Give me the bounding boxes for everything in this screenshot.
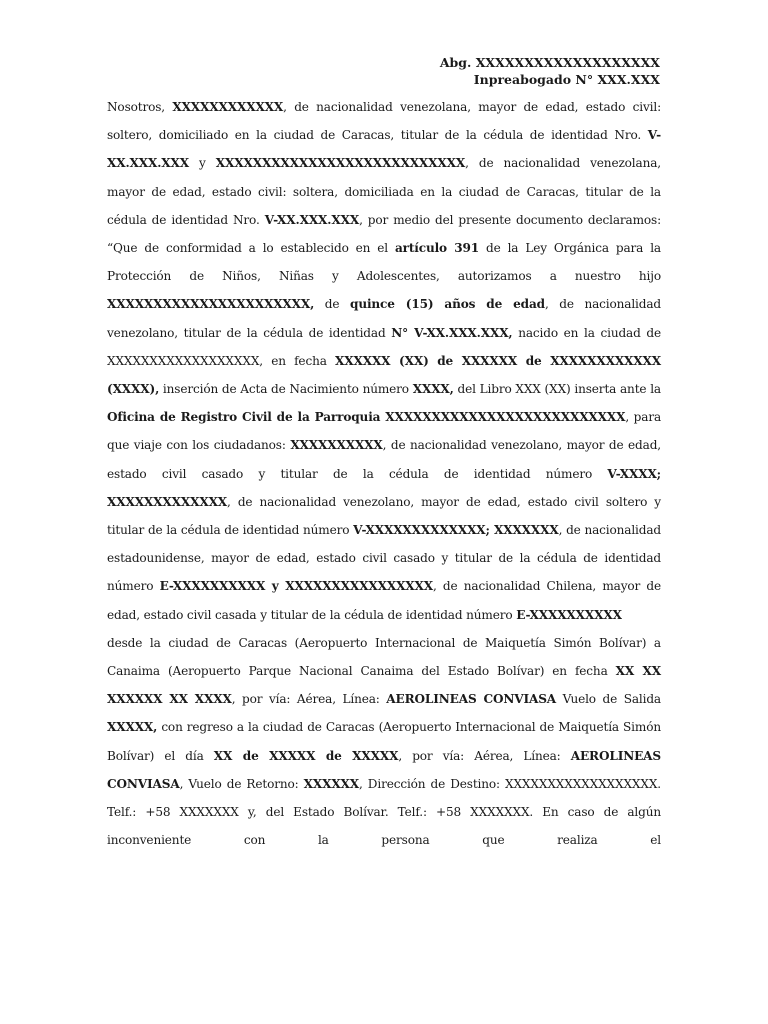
- text-run: , por vía: Aérea, Línea:: [231, 692, 387, 707]
- text-run: nacido en la ciudad de XXXXXXXXXXXXXXXXXX, en fecha: [107, 325, 661, 368]
- text-run: , de nacionalidad venezolano, mayor de edad, estado civil casado y titular de la cédula de identidad número: [107, 438, 661, 481]
- text-run: , por medio del presente documento declaramos: “Que de conformidad a lo establecido en el: [107, 212, 661, 256]
- text-run: , de nacionalidad venezolana, mayor de edad, estado civil: soltera, domiciliada en la ciudad de Caracas, titular de la cédula de identidad Nro.: [107, 156, 661, 227]
- bold-run: XXXXXXXXXXXXXXXXXXXXXX,: [107, 297, 315, 312]
- text-run: inserción de Acta de Nacimiento número: [159, 382, 413, 397]
- bold-run: XXXX,: [412, 382, 454, 397]
- document-body: [107, 93, 661, 854]
- bold-run: AEROLINEAS CONVIASA: [107, 748, 661, 791]
- text-run: del Libro XXX (XX) inserta ante la: [453, 382, 661, 397]
- letterhead: [440, 54, 660, 88]
- text-run: , por vía: Aérea, Línea:: [398, 748, 571, 763]
- text-run: con regreso a la ciudad de Caracas (Aeropuerto Internacional de Maiquetía Simón Bolívar) el día: [107, 720, 661, 763]
- bold-run: V-XX.XXX.XXX: [107, 128, 661, 171]
- text-run: Vuelo de Salida: [556, 692, 661, 707]
- text-run: de la Ley Orgánica para la Protección de Niños, Niñas y Adolescentes, autorizamos a nuestro hijo: [107, 241, 661, 284]
- bold-run: V-XX.XXX.XXX: [264, 212, 360, 227]
- bold-run: E-XXXXXXXXXX: [516, 607, 622, 622]
- lawyer-name: Abg. XXXXXXXXXXXXXXXXXXX: [439, 55, 660, 70]
- bold-run: XX XX XXXXXX XX XXXX: [107, 664, 661, 707]
- text-run: Nosotros,: [107, 100, 173, 114]
- bold-run: E-XXXXXXXXXX y XXXXXXXXXXXXXXXX: [159, 579, 434, 594]
- bold-run: V-XXXXXXXXXXXXX; XXXXXXX: [353, 523, 559, 538]
- text-run: desde la ciudad de Caracas (Aeropuerto Internacional de Maiquetía Simón Bolívar) a Canaima (Aeropuerto Parque Nacional Canaima del Estado Bolívar) en fecha: [107, 635, 661, 679]
- text-run: , de nacionalidad venezolano, titular de la cédula de identidad: [107, 297, 661, 340]
- text-run: , de nacionalidad venezolano, mayor de edad, estado civil soltero y titular de la cédula de identidad número: [107, 494, 661, 538]
- bold-run: XXXXXXXXXX: [290, 438, 383, 453]
- bold-run: artículo 391: [394, 241, 480, 256]
- text-run: , Vuelo de Retorno:: [179, 776, 304, 791]
- bold-run: XXXXXX: [303, 776, 360, 791]
- bold-run: XXXXX,: [107, 720, 158, 735]
- text-run: y: [189, 156, 216, 171]
- bold-run: XX de XXXXX de XXXXX: [213, 748, 399, 763]
- bold-run: AEROLINEAS CONVIASA: [386, 692, 557, 707]
- paragraph-travel-details: [107, 629, 661, 855]
- bold-run: V-XXXX; XXXXXXXXXXXXX: [107, 466, 661, 509]
- text-run: , para que viaje con los ciudadanos:: [107, 410, 662, 453]
- paragraph-authorization: [107, 93, 661, 629]
- text-run: , de nacionalidad estadounidense, mayor de edad, estado civil casado y titular de la cédula de identidad número: [107, 523, 661, 594]
- bold-run: XXXXXXXXXXXXXXXXXXXXXXXXXXX: [215, 156, 466, 171]
- bold-run: XXXXXXXXXXXX: [172, 100, 284, 114]
- text-run: de: [314, 297, 351, 312]
- bold-run: Oficina de Registro Civil de la Parroquia XXXXXXXXXXXXXXXXXXXXXXXXXX: [107, 410, 626, 425]
- text-run: , de nacionalidad Chilena, mayor de edad, estado civil casada y titular de la cédula de identidad número: [107, 579, 661, 622]
- text-run: , de nacionalidad venezolana, mayor de edad, estado civil: soltero, domiciliado en la ciudad de Caracas, titular de la cédula de identidad Nro.: [107, 100, 662, 143]
- inpreabogado-number: Inpreabogado N° XXX.XXX: [473, 72, 660, 87]
- bold-run: N° V-XX.XXX.XXX,: [391, 325, 513, 340]
- bold-run: XXXXXX (XX) de XXXXXX de XXXXXXXXXXXX (XXXX),: [107, 353, 661, 397]
- text-run: , Dirección de Destino: XXXXXXXXXXXXXXXXXX. Telf.: +58 XXXXXXX y, del Estado Bolívar. Telf.: +58 XXXXXXX. En caso de algún inconveniente con la persona que realiza el: [107, 776, 661, 848]
- bold-run: quince (15) años de edad: [350, 297, 545, 312]
